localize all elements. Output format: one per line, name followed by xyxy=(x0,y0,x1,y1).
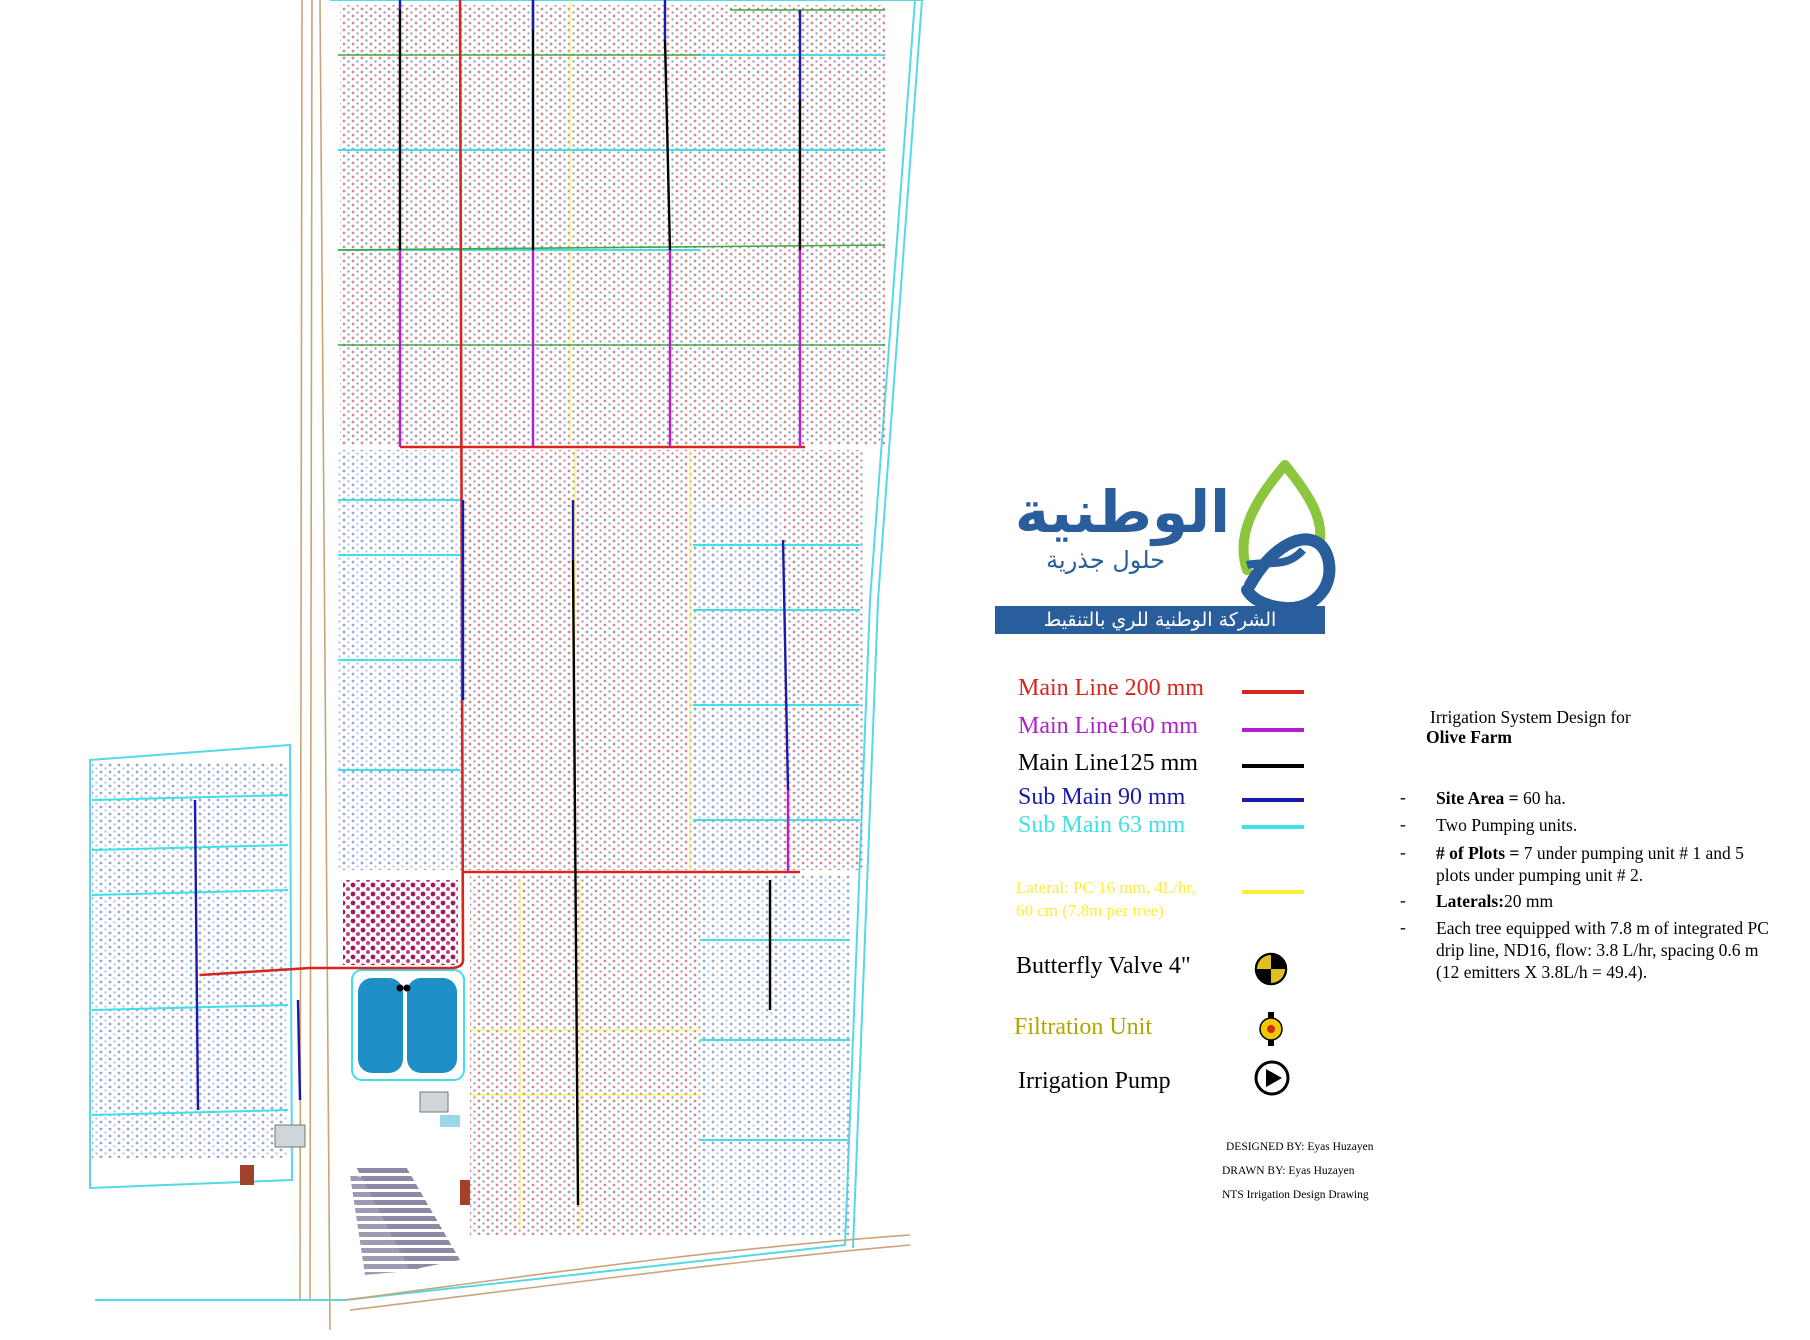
nts-note: NTS Irrigation Design Drawing xyxy=(1222,1189,1369,1201)
brand-name-arabic: الوطنية xyxy=(1014,478,1230,546)
bullet-text: 60 ha. xyxy=(1522,788,1566,808)
pump-connection xyxy=(397,985,404,992)
legend-label-main-125: Main Line125 mm xyxy=(1018,750,1198,776)
pump-connection xyxy=(404,985,411,992)
legend-line-lateral xyxy=(1242,890,1304,894)
solar-panel-field xyxy=(350,1165,460,1275)
designed-by: DESIGNED BY: Eyas Huzayen xyxy=(1226,1141,1374,1153)
legend-label-main-200: Main Line 200 mm xyxy=(1018,675,1204,701)
bullet-text: 20 mm xyxy=(1504,891,1554,911)
nursery-block xyxy=(343,880,458,965)
company-name-arabic: الشركة الوطنية للري بالتنقيط xyxy=(1043,609,1277,631)
filtration-unit-icon xyxy=(1258,1012,1284,1046)
bullet-text: 7 under pumping unit # 1 and 5 plots under pumping unit # 2. xyxy=(1436,843,1744,885)
bullet-dash: - xyxy=(1400,917,1406,937)
bullet-bold: # of Plots = xyxy=(1436,843,1524,863)
legend-line-main-160 xyxy=(1242,728,1304,732)
legend-label-main-160: Main Line160 mm xyxy=(1018,713,1198,739)
plot-block xyxy=(700,875,850,1235)
bullet-dash: - xyxy=(1400,842,1406,862)
bullet-dash: - xyxy=(1400,814,1406,834)
plot-block xyxy=(463,450,693,870)
legend-label-sub-90: Sub Main 90 mm xyxy=(1018,784,1186,810)
legend-label-sub-63: Sub Main 63 mm xyxy=(1018,812,1186,838)
legend-line-sub-63 xyxy=(1242,825,1304,829)
bullet-bold: Site Area = xyxy=(1436,788,1523,808)
plot-block xyxy=(693,500,783,870)
legend-line-main-125 xyxy=(1242,764,1304,768)
legend-line-main-200 xyxy=(1242,690,1304,694)
info-title: Irrigation System Design for xyxy=(1430,707,1631,727)
company-logo xyxy=(985,460,1340,640)
bullet-bold: Laterals: xyxy=(1436,891,1505,911)
bullet-dash: - xyxy=(1400,787,1406,807)
drawn-by: DRAWN BY: Eyas Huzayen xyxy=(1222,1165,1355,1177)
legend-label-lateral: Lateral: PC 16 mm, 4L/hr, 60 cm (7.8m per tree) xyxy=(1016,878,1196,920)
irrigation-pump-icon xyxy=(1254,1060,1290,1096)
legend-label-irrigation-pump: Irrigation Pump xyxy=(1018,1068,1171,1094)
legend-label-filtration-unit: Filtration Unit xyxy=(1014,1014,1152,1040)
bullet-text: Two Pumping units. xyxy=(1436,815,1578,835)
plot-block xyxy=(340,5,885,445)
info-project-name: Olive Farm xyxy=(1426,727,1513,747)
legend-line-sub-90 xyxy=(1242,798,1304,802)
bullet-text: Each tree equipped with 7.8 m of integrated PC drip line, ND16, flow: 3.8 L/hr, spacing 0.6 m (12 emitters X 3.8L/h = 49.4). xyxy=(1436,918,1769,982)
tagline-arabic: حلول جذرية xyxy=(1046,546,1165,574)
legend-label-butterfly-valve: Butterfly Valve 4" xyxy=(1016,953,1191,979)
butterfly-valve-icon xyxy=(1254,952,1288,986)
plot-block xyxy=(92,763,288,1158)
plot-block xyxy=(470,875,700,1235)
bullet-dash: - xyxy=(1400,890,1406,910)
